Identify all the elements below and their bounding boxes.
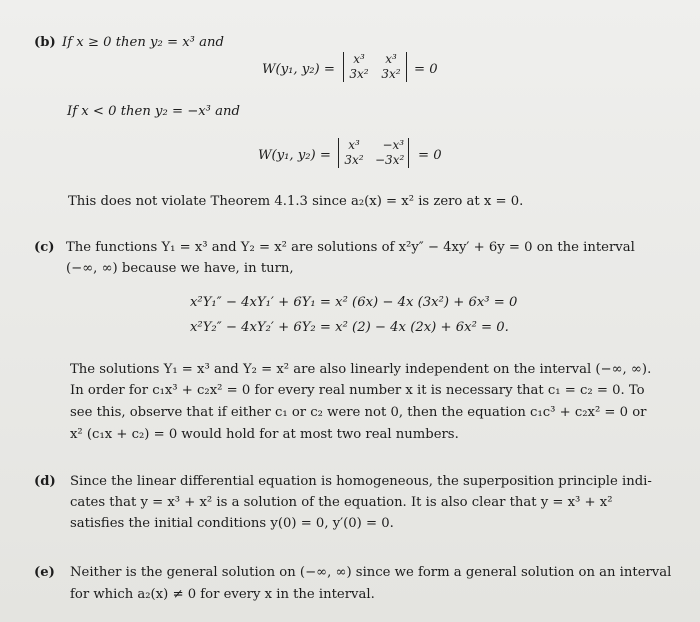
w1-m21: 3x²: [349, 67, 369, 81]
part-b-line2: If x < 0 then y₂ = −x³ and: [67, 104, 240, 119]
part-c-line2: (−∞, ∞) because we have, in turn,: [66, 261, 294, 276]
part-d-line2: cates that y = x³ + x² is a solution of the equation. It is also clear that y = x³ + x²: [70, 495, 613, 510]
wronskian2-matrix: [338, 138, 409, 168]
part-b-label: (b): [34, 35, 56, 50]
part-c-line1: The functions Y₁ = x³ and Y₂ = x² are solutions of x²y″ − 4xy′ + 6y = 0 on the interval: [66, 240, 635, 255]
part-d-line3: satisfies the initial conditions y(0) = 0, y′(0) = 0.: [70, 516, 394, 531]
w2-m11: x³: [348, 138, 360, 152]
w2-m12: −x³: [382, 138, 405, 152]
part-e-label: (e): [34, 565, 55, 580]
w2-m22: −3x²: [375, 153, 405, 167]
w2-m21: 3x²: [344, 153, 364, 167]
w1-m22: 3x²: [381, 67, 401, 81]
wronskian2-lhs: W(y₁, y₂) =: [258, 148, 331, 163]
wronskian1-lhs: W(y₁, y₂) =: [262, 62, 335, 77]
part-c-label: (c): [34, 240, 55, 255]
part-d-line1: Since the linear differential equation is homogeneous, the superposition principle indi-: [70, 474, 652, 489]
w1-m12: x³: [385, 52, 397, 66]
w1-m11: x³: [353, 52, 365, 66]
wronskian2-rhs: = 0: [418, 148, 442, 163]
part-c-para2-line1: The solutions Y₁ = x³ and Y₂ = x² are also linearly independent on the interval (−∞, ∞).: [70, 362, 652, 377]
part-c-equation-1: x²Y₁″ − 4xY₁′ + 6Y₁ = x² (6x) − 4x (3x²) + 6x³ = 0: [190, 295, 518, 310]
part-c-equation-2: x²Y₂″ − 4xY₂′ + 6Y₂ = x² (2) − 4x (2x) + 6x² = 0.: [190, 320, 509, 335]
part-c-para2-line4: x² (c₁x + c₂) = 0 would hold for at most two real numbers.: [70, 427, 459, 442]
wronskian1-matrix: [343, 52, 407, 82]
part-e-line1: Neither is the general solution on (−∞, ∞) since we form a general solution on an interval: [70, 565, 672, 580]
wronskian1-rhs: = 0: [414, 62, 438, 77]
part-c-para2-line3: see this, observe that if either c₁ or c₂ were not 0, then the equation c₁c³ + c₂x² = 0 or: [70, 405, 647, 420]
part-d-label: (d): [34, 474, 56, 489]
part-e-line2: for which a₂(x) ≠ 0 for every x in the interval.: [70, 587, 375, 602]
part-b-line1: If x ≥ 0 then y₂ = x³ and: [62, 35, 224, 50]
part-c-para2-line2: In order for c₁x³ + c₂x² = 0 for every real number x it is necessary that c₁ = c₂ = 0. To: [70, 383, 645, 398]
part-b-conclusion: This does not violate Theorem 4.1.3 since a₂(x) = x² is zero at x = 0.: [68, 194, 524, 209]
